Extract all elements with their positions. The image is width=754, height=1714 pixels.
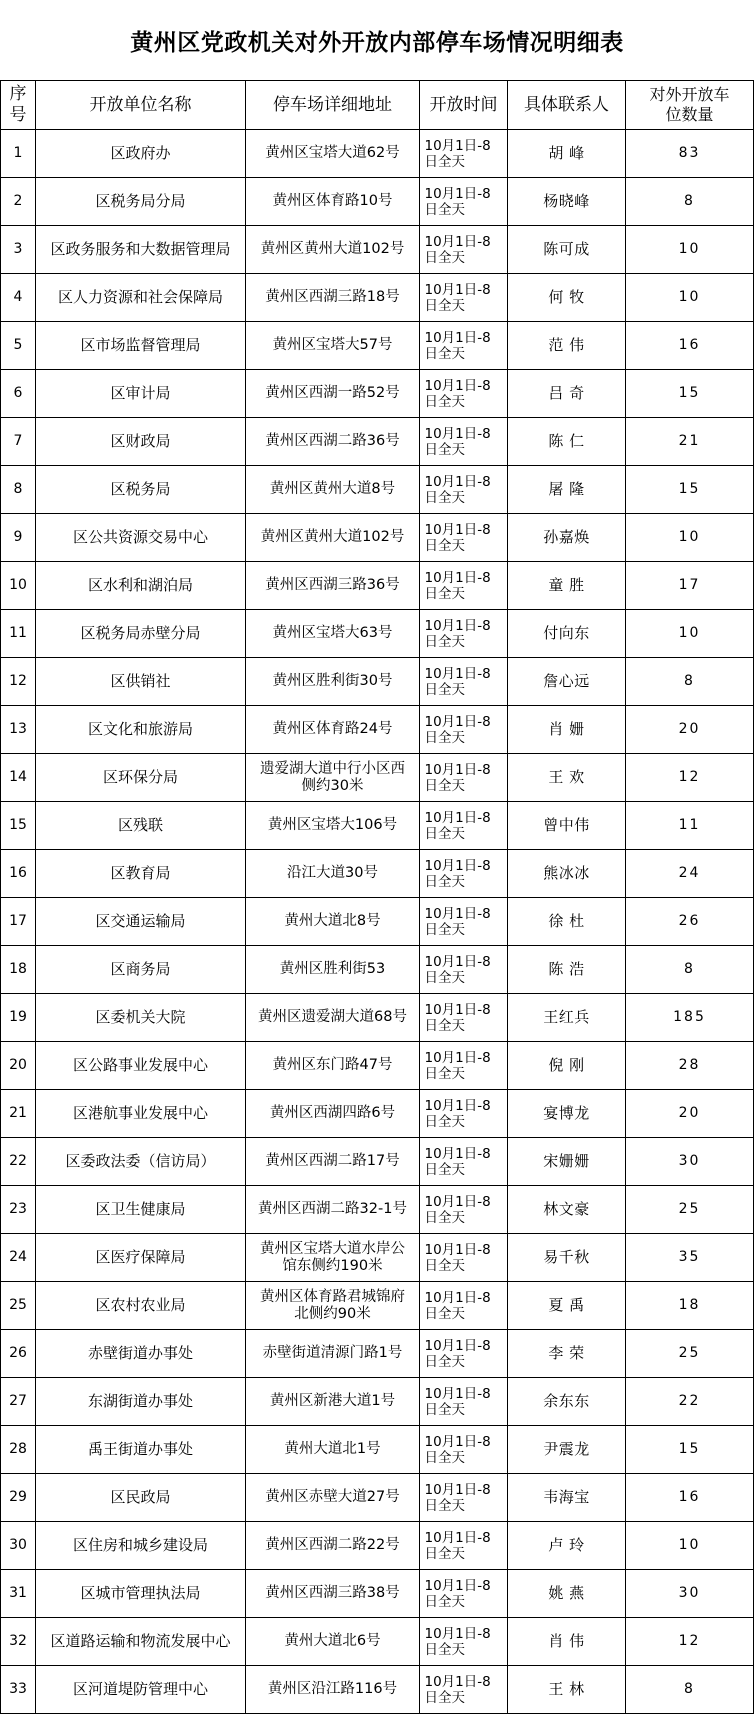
cell-seq: 3 [1, 226, 36, 274]
cell-unit: 区审计局 [36, 370, 246, 418]
cell-spaces: 8 [626, 946, 754, 994]
cell-spaces: 10 [626, 226, 754, 274]
cell-seq: 17 [1, 898, 36, 946]
cell-unit: 禹王街道办事处 [36, 1426, 246, 1474]
cell-address: 黄州区黄州大道102号 [246, 226, 420, 274]
cell-contact: 王 欢 [508, 754, 626, 802]
cell-contact: 王红兵 [508, 994, 626, 1042]
cell-seq: 19 [1, 994, 36, 1042]
cell-address: 黄州区新港大道1号 [246, 1378, 420, 1426]
cell-contact: 林文豪 [508, 1186, 626, 1234]
cell-unit: 区卫生健康局 [36, 1186, 246, 1234]
cell-unit: 区公路事业发展中心 [36, 1042, 246, 1090]
table-row [1, 1666, 754, 1714]
table-row [1, 1378, 754, 1426]
cell-address: 黄州区宝塔大道62号 [246, 130, 420, 178]
cell-address: 黄州区黄州大道8号 [246, 466, 420, 514]
table-row [1, 1282, 754, 1330]
cell-spaces: 12 [626, 754, 754, 802]
cell-seq: 11 [1, 610, 36, 658]
cell-spaces: 30 [626, 1138, 754, 1186]
cell-time: 10月1日-8日全天 [420, 226, 508, 274]
cell-spaces: 83 [626, 130, 754, 178]
cell-spaces: 25 [626, 1186, 754, 1234]
table-row [1, 370, 754, 418]
table-body [1, 130, 754, 1714]
cell-unit: 区民政局 [36, 1474, 246, 1522]
cell-address: 黄州区体育路10号 [246, 178, 420, 226]
table-row [1, 1042, 754, 1090]
table-row [1, 706, 754, 754]
cell-spaces: 25 [626, 1330, 754, 1378]
header-contact: 具体联系人 [508, 81, 626, 130]
cell-time: 10月1日-8日全天 [420, 754, 508, 802]
cell-address: 黄州区黄州大道102号 [246, 514, 420, 562]
cell-seq: 32 [1, 1618, 36, 1666]
cell-address: 黄州区体育路24号 [246, 706, 420, 754]
cell-spaces: 24 [626, 850, 754, 898]
cell-address: 黄州区宝塔大63号 [246, 610, 420, 658]
cell-spaces: 35 [626, 1234, 754, 1282]
table-row [1, 898, 754, 946]
cell-time: 10月1日-8日全天 [420, 802, 508, 850]
cell-time: 10月1日-8日全天 [420, 898, 508, 946]
cell-unit: 区商务局 [36, 946, 246, 994]
cell-unit: 区河道堤防管理中心 [36, 1666, 246, 1714]
cell-unit: 区教育局 [36, 850, 246, 898]
cell-spaces: 10 [626, 514, 754, 562]
table-row [1, 754, 754, 802]
cell-time: 10月1日-8日全天 [420, 418, 508, 466]
cell-contact: 杨晓峰 [508, 178, 626, 226]
cell-contact: 屠 隆 [508, 466, 626, 514]
cell-contact: 姚 燕 [508, 1570, 626, 1618]
cell-unit: 区水利和湖泊局 [36, 562, 246, 610]
cell-spaces: 15 [626, 370, 754, 418]
cell-spaces: 18 [626, 1282, 754, 1330]
cell-time: 10月1日-8日全天 [420, 514, 508, 562]
table-row [1, 658, 754, 706]
cell-seq: 21 [1, 1090, 36, 1138]
cell-seq: 28 [1, 1426, 36, 1474]
cell-address: 黄州大道北8号 [246, 898, 420, 946]
cell-unit: 区道路运输和物流发展中心 [36, 1618, 246, 1666]
cell-time: 10月1日-8日全天 [420, 1186, 508, 1234]
cell-time: 10月1日-8日全天 [420, 1090, 508, 1138]
cell-time: 10月1日-8日全天 [420, 1474, 508, 1522]
cell-spaces: 10 [626, 610, 754, 658]
cell-contact: 吕 奇 [508, 370, 626, 418]
cell-address: 黄州区东门路47号 [246, 1042, 420, 1090]
cell-time: 10月1日-8日全天 [420, 1570, 508, 1618]
cell-seq: 14 [1, 754, 36, 802]
cell-address: 黄州区宝塔大道水岸公馆东侧约190米 [246, 1234, 420, 1282]
cell-unit: 区税务局赤壁分局 [36, 610, 246, 658]
cell-seq: 12 [1, 658, 36, 706]
table-row [1, 1330, 754, 1378]
cell-unit: 区港航事业发展中心 [36, 1090, 246, 1138]
cell-address: 黄州大道北1号 [246, 1426, 420, 1474]
cell-address: 黄州区宝塔大106号 [246, 802, 420, 850]
table-row [1, 1522, 754, 1570]
cell-time: 10月1日-8日全天 [420, 370, 508, 418]
table-row [1, 562, 754, 610]
cell-unit: 区医疗保障局 [36, 1234, 246, 1282]
cell-time: 10月1日-8日全天 [420, 946, 508, 994]
header-time: 开放时间 [420, 81, 508, 130]
cell-seq: 13 [1, 706, 36, 754]
cell-contact: 范 伟 [508, 322, 626, 370]
table-row [1, 1426, 754, 1474]
cell-spaces: 10 [626, 274, 754, 322]
cell-seq: 33 [1, 1666, 36, 1714]
cell-seq: 1 [1, 130, 36, 178]
cell-seq: 20 [1, 1042, 36, 1090]
cell-time: 10月1日-8日全天 [420, 562, 508, 610]
table-row [1, 226, 754, 274]
cell-time: 10月1日-8日全天 [420, 322, 508, 370]
cell-seq: 2 [1, 178, 36, 226]
cell-spaces: 20 [626, 1090, 754, 1138]
cell-contact: 肖 姗 [508, 706, 626, 754]
table-row [1, 1186, 754, 1234]
table-row [1, 418, 754, 466]
cell-seq: 29 [1, 1474, 36, 1522]
table-header-row [1, 81, 754, 130]
cell-spaces: 15 [626, 466, 754, 514]
cell-contact: 余东东 [508, 1378, 626, 1426]
cell-contact: 王 林 [508, 1666, 626, 1714]
parking-table [0, 80, 754, 1714]
cell-unit: 区文化和旅游局 [36, 706, 246, 754]
cell-address: 黄州区宝塔大57号 [246, 322, 420, 370]
cell-seq: 31 [1, 1570, 36, 1618]
cell-address: 黄州大道北6号 [246, 1618, 420, 1666]
cell-spaces: 15 [626, 1426, 754, 1474]
cell-contact: 付向东 [508, 610, 626, 658]
cell-seq: 30 [1, 1522, 36, 1570]
cell-time: 10月1日-8日全天 [420, 130, 508, 178]
cell-contact: 何 牧 [508, 274, 626, 322]
cell-contact: 尹震龙 [508, 1426, 626, 1474]
cell-address: 黄州区西湖一路52号 [246, 370, 420, 418]
cell-address: 黄州区胜利街53 [246, 946, 420, 994]
cell-contact: 倪 刚 [508, 1042, 626, 1090]
table-row [1, 1618, 754, 1666]
cell-spaces: 26 [626, 898, 754, 946]
cell-address: 黄州区沿江路116号 [246, 1666, 420, 1714]
cell-contact: 詹心远 [508, 658, 626, 706]
cell-seq: 26 [1, 1330, 36, 1378]
cell-spaces: 22 [626, 1378, 754, 1426]
cell-unit: 区市场监督管理局 [36, 322, 246, 370]
cell-unit: 区公共资源交易中心 [36, 514, 246, 562]
cell-spaces: 28 [626, 1042, 754, 1090]
cell-seq: 25 [1, 1282, 36, 1330]
cell-contact: 胡 峰 [508, 130, 626, 178]
table-row [1, 1570, 754, 1618]
cell-contact: 夏 禹 [508, 1282, 626, 1330]
cell-contact: 肖 伟 [508, 1618, 626, 1666]
table-row [1, 274, 754, 322]
cell-seq: 10 [1, 562, 36, 610]
cell-unit: 区税务局分局 [36, 178, 246, 226]
cell-unit: 区残联 [36, 802, 246, 850]
cell-unit: 区城市管理执法局 [36, 1570, 246, 1618]
cell-seq: 16 [1, 850, 36, 898]
table-row [1, 946, 754, 994]
cell-seq: 15 [1, 802, 36, 850]
cell-contact: 孙嘉焕 [508, 514, 626, 562]
cell-spaces: 30 [626, 1570, 754, 1618]
cell-contact: 韦海宝 [508, 1474, 626, 1522]
cell-address: 遗爱湖大道中行小区西侧约30米 [246, 754, 420, 802]
cell-time: 10月1日-8日全天 [420, 1522, 508, 1570]
cell-contact: 曾中伟 [508, 802, 626, 850]
cell-time: 10月1日-8日全天 [420, 1378, 508, 1426]
cell-unit: 区环保分局 [36, 754, 246, 802]
cell-unit: 区委机关大院 [36, 994, 246, 1042]
cell-address: 黄州区体育路君城锦府北侧约90米 [246, 1282, 420, 1330]
cell-contact: 宴博龙 [508, 1090, 626, 1138]
cell-seq: 24 [1, 1234, 36, 1282]
cell-unit: 区政府办 [36, 130, 246, 178]
table-row [1, 466, 754, 514]
cell-contact: 易千秋 [508, 1234, 626, 1282]
cell-address: 沿江大道30号 [246, 850, 420, 898]
cell-time: 10月1日-8日全天 [420, 1330, 508, 1378]
cell-contact: 李 荣 [508, 1330, 626, 1378]
cell-unit: 区政务服务和大数据管理局 [36, 226, 246, 274]
table-row [1, 802, 754, 850]
cell-address: 黄州区遗爱湖大道68号 [246, 994, 420, 1042]
table-row [1, 1090, 754, 1138]
cell-address: 黄州区西湖四路6号 [246, 1090, 420, 1138]
cell-unit: 赤壁街道办事处 [36, 1330, 246, 1378]
cell-seq: 8 [1, 466, 36, 514]
cell-time: 10月1日-8日全天 [420, 1234, 508, 1282]
cell-spaces: 20 [626, 706, 754, 754]
cell-spaces: 21 [626, 418, 754, 466]
cell-spaces: 17 [626, 562, 754, 610]
cell-time: 10月1日-8日全天 [420, 178, 508, 226]
cell-seq: 6 [1, 370, 36, 418]
header-seq: 序号 [1, 81, 36, 130]
cell-spaces: 8 [626, 178, 754, 226]
cell-time: 10月1日-8日全天 [420, 274, 508, 322]
cell-seq: 7 [1, 418, 36, 466]
cell-address: 黄州区赤壁大道27号 [246, 1474, 420, 1522]
cell-time: 10月1日-8日全天 [420, 1666, 508, 1714]
cell-time: 10月1日-8日全天 [420, 610, 508, 658]
cell-seq: 18 [1, 946, 36, 994]
table-row [1, 1234, 754, 1282]
cell-time: 10月1日-8日全天 [420, 1282, 508, 1330]
cell-contact: 徐 杜 [508, 898, 626, 946]
cell-seq: 5 [1, 322, 36, 370]
cell-time: 10月1日-8日全天 [420, 1618, 508, 1666]
cell-seq: 22 [1, 1138, 36, 1186]
cell-spaces: 16 [626, 322, 754, 370]
cell-time: 10月1日-8日全天 [420, 1426, 508, 1474]
cell-time: 10月1日-8日全天 [420, 994, 508, 1042]
cell-address: 黄州区西湖二路32-1号 [246, 1186, 420, 1234]
cell-unit: 区财政局 [36, 418, 246, 466]
cell-time: 10月1日-8日全天 [420, 466, 508, 514]
cell-unit: 东湖街道办事处 [36, 1378, 246, 1426]
cell-time: 10月1日-8日全天 [420, 1138, 508, 1186]
cell-contact: 卢 玲 [508, 1522, 626, 1570]
cell-spaces: 8 [626, 658, 754, 706]
cell-address: 黄州区西湖三路36号 [246, 562, 420, 610]
cell-seq: 23 [1, 1186, 36, 1234]
cell-spaces: 12 [626, 1618, 754, 1666]
cell-contact: 陈 仁 [508, 418, 626, 466]
cell-time: 10月1日-8日全天 [420, 706, 508, 754]
cell-spaces: 11 [626, 802, 754, 850]
page-title: 黄州区党政机关对外开放内部停车场情况明细表 [130, 29, 624, 56]
cell-seq: 27 [1, 1378, 36, 1426]
cell-spaces: 16 [626, 1474, 754, 1522]
cell-address: 黄州区胜利街30号 [246, 658, 420, 706]
table-row [1, 178, 754, 226]
cell-address: 黄州区西湖二路36号 [246, 418, 420, 466]
cell-contact: 陈 浩 [508, 946, 626, 994]
cell-spaces: 8 [626, 1666, 754, 1714]
cell-spaces: 10 [626, 1522, 754, 1570]
table-row [1, 1138, 754, 1186]
cell-unit: 区农村农业局 [36, 1282, 246, 1330]
cell-unit: 区人力资源和社会保障局 [36, 274, 246, 322]
header-address: 停车场详细地址 [246, 81, 420, 130]
cell-spaces: 185 [626, 994, 754, 1042]
cell-contact: 宋姗姗 [508, 1138, 626, 1186]
cell-seq: 4 [1, 274, 36, 322]
table-row [1, 130, 754, 178]
cell-address: 黄州区西湖二路22号 [246, 1522, 420, 1570]
cell-address: 黄州区西湖三路18号 [246, 274, 420, 322]
cell-unit: 区供销社 [36, 658, 246, 706]
cell-seq: 9 [1, 514, 36, 562]
cell-contact: 童 胜 [508, 562, 626, 610]
cell-unit: 区住房和城乡建设局 [36, 1522, 246, 1570]
table-row [1, 994, 754, 1042]
header-spaces: 对外开放车位数量 [626, 81, 754, 130]
table-row [1, 1474, 754, 1522]
cell-contact: 陈可成 [508, 226, 626, 274]
cell-address: 赤壁街道清源门路1号 [246, 1330, 420, 1378]
header-unit: 开放单位名称 [36, 81, 246, 130]
cell-address: 黄州区西湖三路38号 [246, 1570, 420, 1618]
cell-time: 10月1日-8日全天 [420, 850, 508, 898]
cell-unit: 区交通运输局 [36, 898, 246, 946]
table-row [1, 610, 754, 658]
table-row [1, 322, 754, 370]
cell-time: 10月1日-8日全天 [420, 658, 508, 706]
cell-time: 10月1日-8日全天 [420, 1042, 508, 1090]
cell-unit: 区委政法委（信访局） [36, 1138, 246, 1186]
cell-address: 黄州区西湖二路17号 [246, 1138, 420, 1186]
table-row [1, 514, 754, 562]
cell-contact: 熊冰冰 [508, 850, 626, 898]
table-row [1, 850, 754, 898]
cell-unit: 区税务局 [36, 466, 246, 514]
